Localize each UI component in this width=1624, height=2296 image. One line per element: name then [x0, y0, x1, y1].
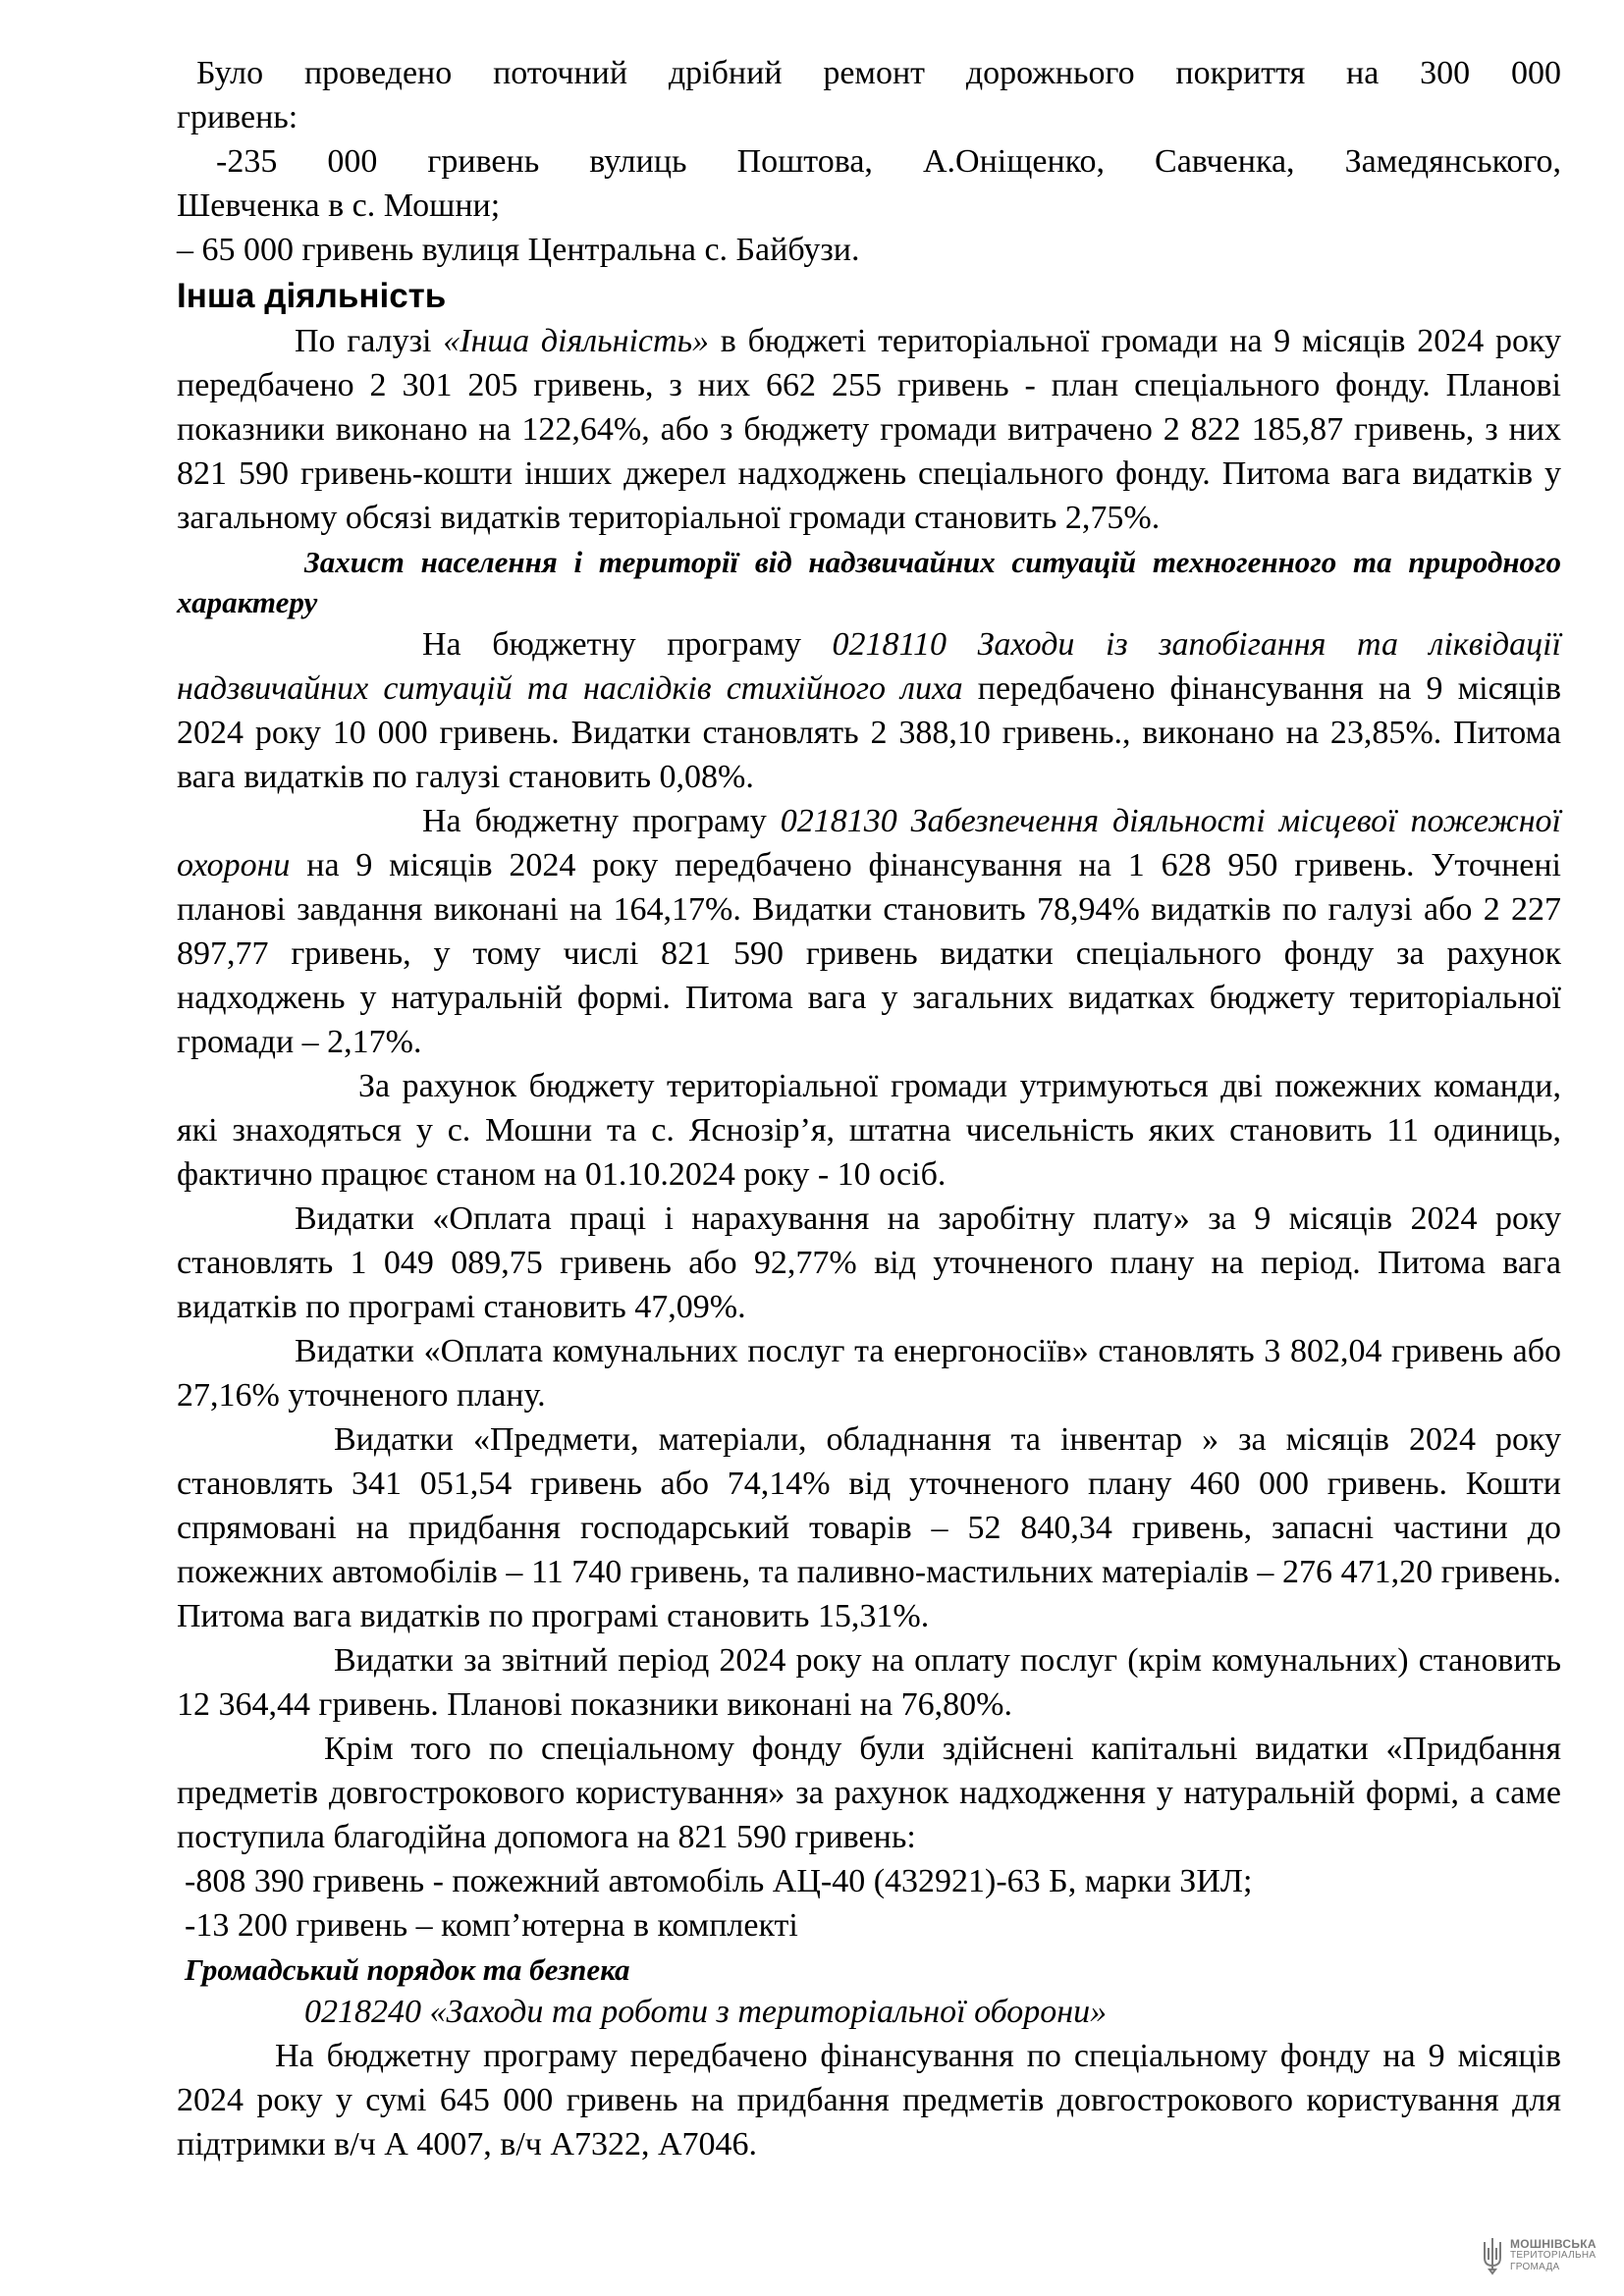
- program-8130-title: 0218130 Забезпечення діяльності місцевої пожежної охорони: [177, 803, 1562, 883]
- program-8110-pre: На бюджетну програму: [422, 626, 833, 663]
- program-8130-post: на 9 місяців 2024 року передбачено фінансування на 1 628 950 гривень. Уточнені планові завдання виконані на 164,17%. Видатки становить 78,94% видатків по галузі або 2 227 897,77 гривень, у тому числі 821 590 гривень видатки спеціального фонду за рахунок надходжень у натуральній формі. Питома вага у загальних видатках бюджету територіальної громади – 2,17%.: [177, 847, 1561, 1060]
- document-page: [177, 51, 1561, 2166]
- other-italic-text: «Інша діяльність»: [443, 323, 710, 359]
- section-heading-order: Громадський порядок та безпека: [185, 1952, 630, 1987]
- fire-teams-paragraph: За рахунок бюджету територіальної громади утримуються дві пожежних команди, які знаходяться у с. Мошни та с. Яснозір’я, штатна чисельність яких становить 11 одиниць, фактично працює станом на 01.10.2024 року - 10 осіб.: [177, 1068, 1561, 1193]
- logo-line-1: МОШНІВСЬКА: [1510, 2237, 1597, 2251]
- program-8130-pre: На бюджетну програму: [422, 803, 781, 839]
- intro-paragraph-3: – 65 000 гривень вулиця Центральна с. Байбузи.: [177, 232, 860, 268]
- other-pre-text: По галузі: [295, 323, 444, 359]
- section-heading-protection: Захист населення і території від надзвичайних ситуацій техногенного та природного характеру: [177, 545, 1561, 619]
- other-activity-paragraph: [177, 319, 1561, 540]
- program-8110-paragraph: [177, 622, 1561, 799]
- logo-line-2: ТЕРИТОРІАЛЬНА: [1510, 2250, 1597, 2261]
- utilities-paragraph: Видатки «Оплата комунальних послуг та енергоносіїв» становлять 3 802,04 гривень або 27,16% уточненого плану.: [177, 1333, 1561, 1414]
- capital-expenses-paragraph: Крім того по спеціальному фонду були здійснені капітальні видатки «Придбання предметів довгострокового користування» за рахунок надходження у натуральній формі, а саме поступила благодійна допомога на 821 590 гривень:: [177, 1731, 1561, 1855]
- program-8110-post: передбачено фінансування на 9 місяців 2024 року 10 000 гривень. Видатки становлять 2 388,10 гривень., виконано на 23,85%. Питома вага видатків по галузі становить 0,08%.: [177, 670, 1562, 795]
- intro-paragraph-2: [177, 139, 1561, 228]
- salary-paragraph: Видатки «Оплата праці і нарахування на заробітну плату» за 9 місяців 2024 року становлять 1 049 089,75 гривень або 92,77% від уточненого плану на період. Питома вага видатків по програмі становить 47,09%.: [177, 1201, 1561, 1325]
- intro-paragraph-1: [177, 51, 1561, 139]
- section-heading-other: Інша діяльність: [177, 277, 447, 315]
- logo-text: [1510, 2238, 1597, 2273]
- capital-item-2: -13 200 гривень – комп’ютерна в комплекті: [185, 1907, 798, 1944]
- intro-line-2: гривень:: [177, 99, 298, 135]
- program-8130-paragraph: [177, 799, 1561, 1064]
- intro-line-3: -235 000 гривень вулиць Поштова, А.Оніщенко, Савченка, Замедянського,: [216, 143, 1561, 180]
- intro-line-4: Шевченка в с. Мошни;: [177, 187, 501, 224]
- logo-line-3: ГРОМАДА: [1510, 2262, 1560, 2272]
- other-post-text: в бюджеті територіальної громади на 9 місяців 2024 року передбачено 2 301 205 гривень, з них 662 255 гривень - план спеціального фонду. Планові показники виконано на 122,64%, або з бюджету громади витрачено 2 822 185,87 гривень, з них 821 590 гривень-кошти інших джерел надходжень спеціального фонду. Питома вага видатків у загальному обсязі видатків територіальної громади становить 2,75%.: [177, 323, 1561, 536]
- community-logo: [1481, 2226, 1618, 2285]
- services-paragraph: Видатки за звітний період 2024 року на оплату послуг (крім комунальних) становить 12 364,44 гривень. Планові показники виконані на 76,80%.: [177, 1642, 1561, 1723]
- program-8240-title: 0218240 «Заходи та роботи з територіальної оборони»: [304, 1994, 1108, 2030]
- program-8110-title: 0218110 Заходи із запобігання та ліквідації надзвичайних ситуацій та наслідків стихійного лиха: [177, 626, 1561, 707]
- program-8240-paragraph: На бюджетну програму передбачено фінансування по спеціальному фонду на 9 місяців 2024 року у сумі 645 000 гривень на придбання предметів довгострокового користування для підтримки в/ч А 4007, в/ч А7322, А7046.: [177, 2038, 1561, 2163]
- materials-paragraph: Видатки «Предмети, матеріали, обладнання та інвентар » за місяців 2024 року становлять 341 051,54 гривень або 74,14% від уточненого плану 460 000 гривень. Кошти спрямовані на придбання господарський товарів – 52 840,34 гривень, запасні частини до пожежних автомобілів – 11 740 гривень, та паливно-мастильних матеріалів – 276 471,20 гривень. Питома вага видатків по програмі становить 15,31%.: [177, 1421, 1561, 1634]
- capital-item-1: -808 390 гривень - пожежний автомобіль АЦ-40 (432921)-63 Б, марки ЗИЛ;: [185, 1863, 1253, 1899]
- trident-icon: [1481, 2236, 1504, 2275]
- intro-line-1: Було проведено поточний дрібний ремонт дорожнього покриття на 300 000: [196, 55, 1561, 91]
